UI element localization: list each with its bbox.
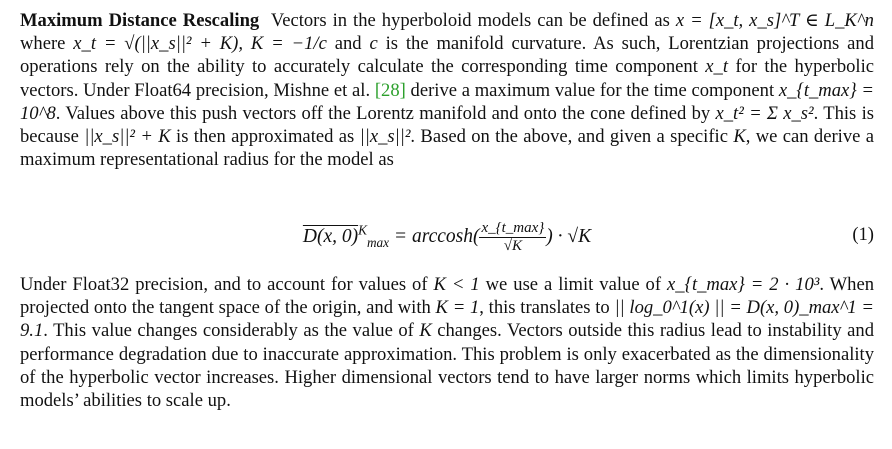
citation-link[interactable]: [28]: [374, 79, 406, 101]
math-inline: x_t: [705, 56, 728, 78]
math-inline: ||x_s||² + K: [84, 126, 171, 148]
math-inline: x_{t_max} = 10^8: [20, 79, 874, 124]
math-inline: K < 1: [433, 274, 480, 295]
equation-number: (1): [852, 224, 874, 245]
math-inline: ||x_s||²: [359, 126, 411, 148]
text-run: . Values above this push vectors off the Lorentz manifold and onto the cone defined by: [55, 102, 716, 124]
equation-body: [20, 220, 874, 255]
text-run: is then approximated as: [170, 126, 360, 148]
equation-lhs: D(x, 0): [302, 225, 359, 247]
math-inline: K: [733, 126, 746, 148]
text-run: derive a maximum value for the time component: [405, 79, 779, 101]
math-inline: c: [369, 33, 378, 55]
math-inline: x_{t_max} = 2 · 10³: [666, 274, 820, 295]
text-run: is the manifold curvature. As such, Lorentzian projections and operations rely on the ability to accurately calculate the corresponding time component: [20, 33, 874, 78]
equation-operator: = arccosh(: [389, 225, 480, 247]
text-run: . Based on the above, and given a specific: [410, 126, 734, 148]
paragraph-2: [20, 273, 874, 412]
math-inline: K: [419, 320, 432, 342]
math-inline: x_t = √(||x_s||² + K), K = −1/c: [73, 33, 327, 55]
fraction-denominator: √K: [503, 238, 522, 254]
text-run: , this translates to: [479, 297, 615, 319]
text-run: where: [20, 33, 74, 55]
equation-fraction: [479, 220, 546, 255]
math-inline: x = [x_t, x_s]^T ∈ L_K^n: [675, 10, 874, 31]
equation-lhs-sub: max: [366, 234, 390, 250]
text-run: . This value changes considerably as the value of: [43, 320, 420, 342]
text-run: , we can derive a maximum representational radius for the model as: [20, 126, 874, 171]
text-run: . When projected onto the tangent space of the origin, and with: [20, 274, 875, 319]
text-run: we use a limit value of: [479, 274, 667, 295]
math-inline: K = 1: [435, 297, 480, 319]
text-run: Under Float32 precision, and to account for values of: [20, 274, 434, 295]
text-run: Vectors in the hyperboloid models can be defined as: [270, 10, 676, 31]
text-run: for the hyperbolic vectors. Under Float64 precision, Mishne et al.: [20, 56, 874, 101]
paragraph-1: [20, 9, 874, 171]
math-inline: || log_0^1(x) || = D(x, 0)_max^1 = 9.1: [20, 297, 874, 342]
text-run: changes. Vectors outside this radius lead to instability and performance degradation due to inaccurate approximation. This problem is only exacerbated as the dimensionality of the hyperbolic vector increases. Higher dimensional vectors tend to have larger norms which limits hyperbolic models’ abilities to scale up.: [20, 320, 874, 412]
equation-rhs: ) · √K: [546, 225, 592, 247]
text-run: and: [326, 33, 370, 55]
text-run: . This is because: [20, 102, 874, 148]
math-inline: x_t² = Σ x_s²: [715, 102, 814, 124]
equation-lhs-sup: K: [358, 222, 367, 238]
fraction-numerator: x_{t_max}: [481, 220, 545, 236]
section-heading: Maximum Distance Rescaling: [20, 10, 260, 31]
equation-1: [20, 214, 874, 264]
